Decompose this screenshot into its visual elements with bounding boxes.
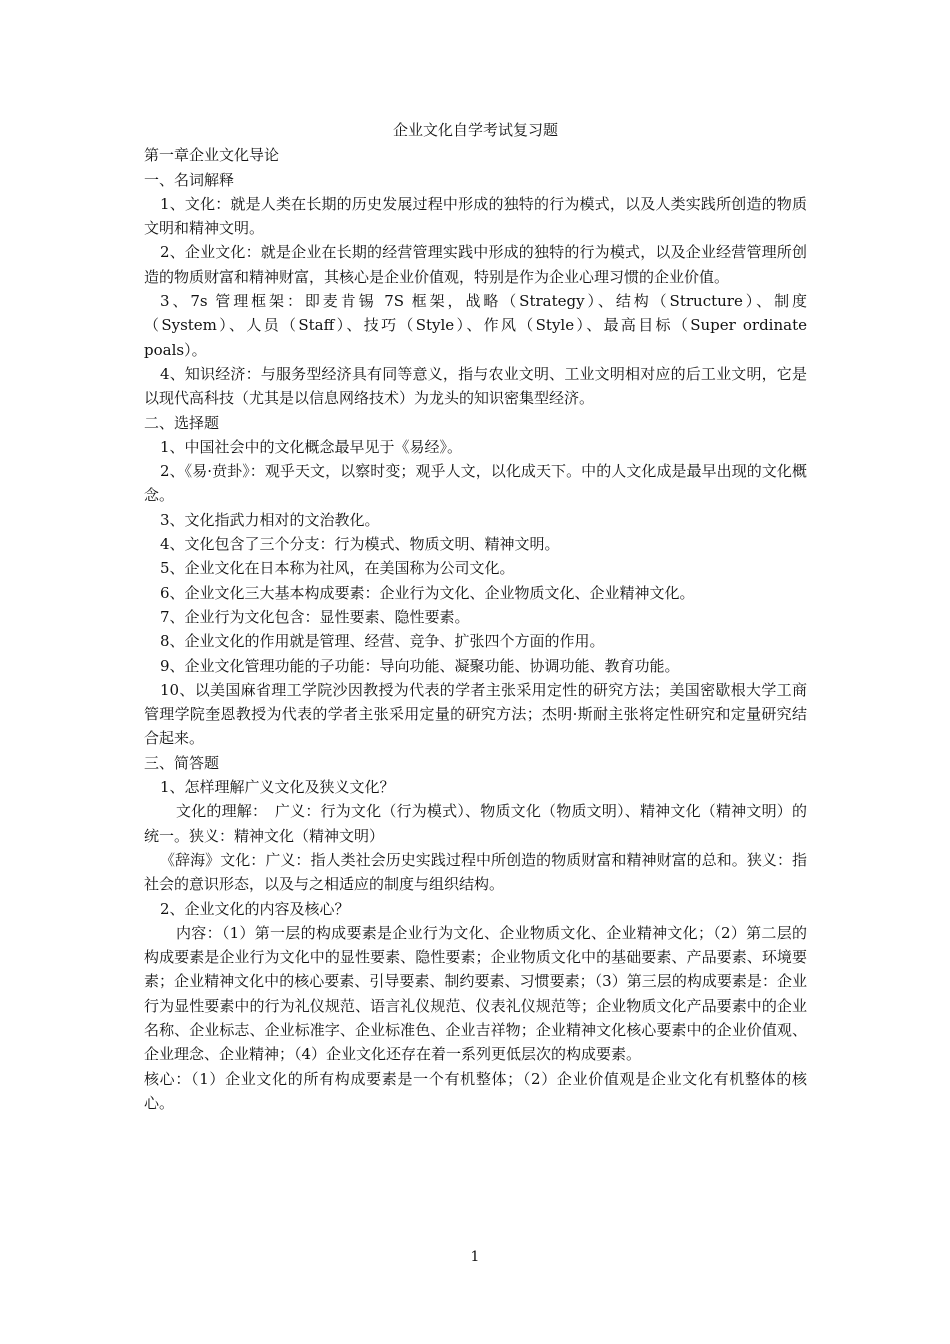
section-heading-choice: 二、选择题	[144, 413, 220, 432]
answer-2-content: 内容：（1）第一层的构成要素是企业行为文化、企业物质文化、企业精神文化；（2）第二层的构成要素是企业行为文化中的显性要素、隐性要素；企业物质文化中的基础要素、产品要素、环境要素；企业精神文化中的核心要素、引导要素、制约要素、习惯要素；（3）第三层的构成要素是：企业行为显性要素中的行为礼仪规范、语言礼仪规范、仪表礼仪规范等；企业物质文化产品要素中的企业名称、企业标志、企业标准字、企业标准色、企业吉祥物；企业精神文化核心要素中的企业价值观、企业理念、企业精神；（4）企业文化还存在着一系列更低层次的构成要素。	[144, 923, 807, 1064]
term-item: 2、企业文化：就是企业在长期的经营管理实践中形成的独特的行为模式，以及企业经营管理所创造的物质财富和精神财富，其核心是企业价值观，特别是作为企业心理习惯的企业价值。	[144, 243, 807, 286]
choice-item: 5、企业文化在日本称为社风，在美国称为公司文化。	[160, 559, 515, 578]
term-item: 1、文化：就是人类在长期的历史发展过程中形成的独特的行为模式，以及人类实践所创造的物质文明和精神文明。	[144, 194, 807, 238]
chapter-heading: 第一章企业文化导论	[144, 146, 280, 165]
answer-1-paragraph: 《辞海》文化：广义：指人类社会历史实践过程中所创造的物质财富和精神财富的总和。狭义：指社会的意识形态，以及与之相适应的制度与组织结构。	[144, 850, 807, 894]
section-heading-terms: 一、名词解释	[144, 170, 235, 189]
section-heading-short-answer: 三、简答题	[144, 753, 220, 772]
document-body	[144, 118, 807, 1115]
answer-2-core: 核心：（1）企业文化的所有构成要素是一个有机整体；（2）企业价值观是企业文化有机整体的核心。	[144, 1069, 807, 1112]
choice-item: 10、以美国麻省理工学院沙因教授为代表的学者主张采用定性的研究方法；美国密歇根大学工商管理学院奎恩教授为代表的学者主张采用定量的研究方法；杰明·斯耐主张将定性研究和定量研究结合起来。	[144, 680, 807, 748]
term-item: 4、知识经济：与服务型经济具有同等意义，指与农业文明、工业文明相对应的后工业文明，它是以现代高科技（尤其是以信息网络技术）为龙头的知识密集型经济。	[144, 364, 807, 408]
choice-item: 1、中国社会中的文化概念最早见于《易经》。	[160, 437, 463, 456]
choice-item: 6、企业文化三大基本构成要素：企业行为文化、企业物质文化、企业精神文化。	[160, 583, 695, 602]
page-number: 1	[470, 1249, 480, 1265]
choice-item: 4、文化包含了三个分支：行为模式、物质文明、精神文明。	[160, 535, 560, 554]
choice-item: 9、企业文化管理功能的子功能：导向功能、凝聚功能、协调功能、教育功能。	[160, 656, 680, 675]
document-title: 企业文化自学考试复习题	[392, 121, 558, 139]
choice-item: 3、文化指武力相对的文治教化。	[160, 510, 380, 529]
question-1: 1、怎样理解广义文化及狭义文化？	[160, 778, 395, 797]
answer-1-paragraph: 文化的理解： 广义：行为文化（行为模式）、物质文化（物质文明）、精神文化（精神文明）的统一。狭义：精神文化（精神文明）	[144, 802, 807, 845]
choice-item: 7、企业行为文化包含：显性要素、隐性要素。	[160, 607, 470, 626]
choice-item: 2、《易·贲卦》：观乎天文，以察时变；观乎人文，以化成天下。中的人文化成是最早出现的文化概念。	[144, 462, 807, 505]
question-2: 2、企业文化的内容及核心？	[160, 899, 350, 918]
choice-item: 8、企业文化的作用就是管理、经营、竞争、扩张四个方面的作用。	[160, 632, 605, 651]
term-item: 3、7s 管理框架：即麦肯锡 7S 框架，战略（Strategy）、结构（Structure）、制度（System）、人员（Staff）、技巧（Style）、作风（Style）、最高目标（Super ordinate poals）。	[144, 292, 807, 359]
